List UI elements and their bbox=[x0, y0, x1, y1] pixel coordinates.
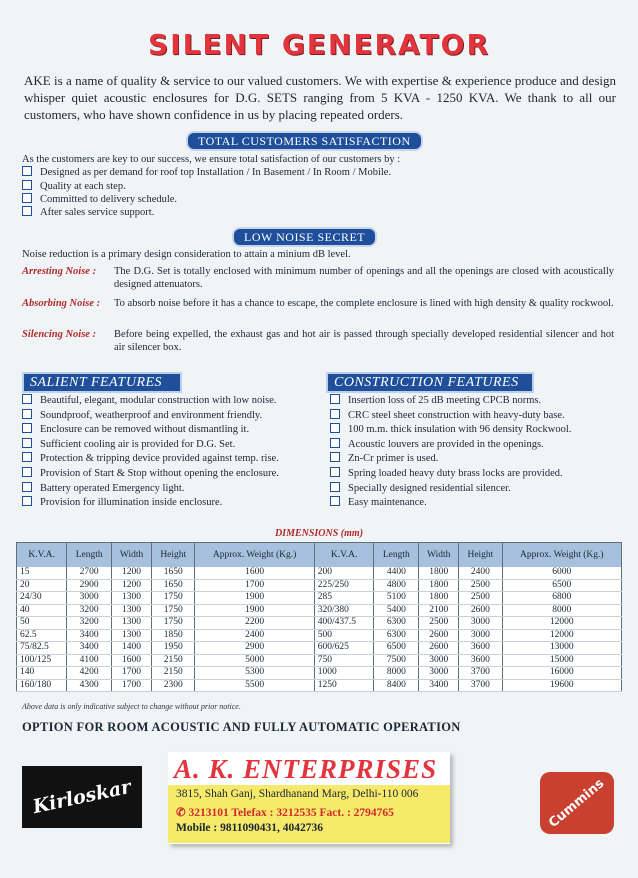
table-cell: 3700 bbox=[459, 679, 502, 692]
dimensions-table bbox=[16, 542, 622, 692]
table-row bbox=[17, 642, 622, 655]
header-length: Length bbox=[374, 543, 419, 568]
table-cell: 2600 bbox=[459, 604, 502, 617]
dimensions-title: DIMENSIONS (mm) bbox=[274, 528, 364, 539]
header-kva: K.V.A. bbox=[17, 543, 67, 568]
header-width: Width bbox=[112, 543, 152, 568]
table-cell: 1650 bbox=[152, 579, 195, 592]
table-cell: 3000 bbox=[419, 654, 459, 667]
table-cell: 2200 bbox=[195, 617, 314, 630]
table-cell: 3000 bbox=[419, 667, 459, 680]
table-cell: 2100 bbox=[419, 604, 459, 617]
checkbox-icon bbox=[330, 482, 340, 492]
table-cell: 1200 bbox=[112, 567, 152, 579]
table-cell: 1300 bbox=[112, 629, 152, 642]
table-cell: 3400 bbox=[67, 629, 112, 642]
table-row bbox=[17, 629, 622, 642]
table-cell: 1700 bbox=[112, 667, 152, 680]
table-cell: 16000 bbox=[502, 667, 621, 680]
list-item: Specially designed residential silencer. bbox=[330, 482, 626, 497]
company-phone: ✆ 3213101 Telefax : 3212535 Fact. : 2794765 bbox=[176, 807, 394, 819]
table-cell: 12000 bbox=[502, 629, 621, 642]
table-cell: 24/30 bbox=[17, 592, 67, 605]
table-cell: 1800 bbox=[419, 567, 459, 579]
checkbox-icon bbox=[22, 166, 32, 176]
list-item: Zn-Cr primer is used. bbox=[330, 452, 626, 467]
table-cell: 3000 bbox=[459, 629, 502, 642]
checkbox-icon bbox=[330, 438, 340, 448]
list-item: 100 m.m. thick insulation with 96 density Rockwool. bbox=[330, 423, 626, 438]
company-address: 3815, Shah Ganj, Shardhanand Marg, Delhi-110 006 bbox=[176, 788, 419, 800]
table-cell: 750 bbox=[314, 654, 374, 667]
company-card bbox=[168, 752, 450, 844]
table-cell: 75/82.5 bbox=[17, 642, 67, 655]
table-cell: 1300 bbox=[112, 592, 152, 605]
satisfaction-lead: As the customers are key to our success, we ensure total satisfaction of our customers by : bbox=[22, 154, 401, 165]
table-cell: 2600 bbox=[419, 642, 459, 655]
table-cell: 3600 bbox=[459, 654, 502, 667]
kirloskar-logo: Kirloskar bbox=[22, 766, 142, 828]
company-mobile: Mobile : 9811090431, 4042736 bbox=[176, 822, 323, 834]
table-cell: 1950 bbox=[152, 642, 195, 655]
table-cell: 400/437.5 bbox=[314, 617, 374, 630]
table-cell: 3200 bbox=[67, 617, 112, 630]
table-cell: 1750 bbox=[152, 617, 195, 630]
table-cell: 3700 bbox=[459, 667, 502, 680]
checkbox-icon bbox=[22, 206, 32, 216]
table-cell: 4800 bbox=[374, 579, 419, 592]
list-item: Protection & tripping device provided against temp. rise. bbox=[22, 452, 322, 467]
checkbox-icon bbox=[22, 467, 32, 477]
list-item: Beautiful, elegant, modular construction with low noise. bbox=[22, 394, 322, 409]
intro-paragraph: AKE is a name of quality & service to our valued customers. We with expertise & experience produce and design whisper quiet acoustic enclosures for D.G. SETS ranging from 5 KVA - 1250 KVA. We thank to all our customers, who have shown confidence in us by placing repeated orders. bbox=[24, 73, 616, 122]
table-cell: 1900 bbox=[195, 592, 314, 605]
salient-heading: SALIENT FEATURES bbox=[22, 372, 182, 393]
table-cell: 3400 bbox=[419, 679, 459, 692]
salient-list bbox=[22, 394, 322, 511]
table-cell: 100/125 bbox=[17, 654, 67, 667]
list-item: Committed to delivery schedule. bbox=[22, 193, 622, 206]
table-row bbox=[17, 667, 622, 680]
table-body bbox=[17, 567, 622, 692]
checkbox-icon bbox=[22, 496, 32, 506]
table-row bbox=[17, 604, 622, 617]
table-cell: 40 bbox=[17, 604, 67, 617]
table-header-row bbox=[17, 543, 622, 568]
checkbox-icon bbox=[22, 423, 32, 433]
noise-heading: LOW NOISE SECRET bbox=[232, 227, 377, 247]
checkbox-icon bbox=[330, 423, 340, 433]
table-cell: 1700 bbox=[195, 579, 314, 592]
checkbox-icon bbox=[330, 394, 340, 404]
list-item: Easy maintenance. bbox=[330, 496, 626, 511]
list-item: Insertion loss of 25 dB meeting CPCB norms. bbox=[330, 394, 626, 409]
table-cell: 8400 bbox=[374, 679, 419, 692]
table-cell: 5400 bbox=[374, 604, 419, 617]
table-cell: 225/250 bbox=[314, 579, 374, 592]
checkbox-icon bbox=[330, 452, 340, 462]
table-cell: 2300 bbox=[152, 679, 195, 692]
checkbox-icon bbox=[330, 467, 340, 477]
company-name: A. K. ENTERPRISES bbox=[174, 754, 438, 784]
table-cell: 2600 bbox=[419, 629, 459, 642]
page-title: SILENT GENERATOR bbox=[147, 28, 491, 61]
table-cell: 1600 bbox=[112, 654, 152, 667]
table-cell: 1800 bbox=[419, 579, 459, 592]
checkbox-icon bbox=[22, 438, 32, 448]
table-cell: 2150 bbox=[152, 654, 195, 667]
table-cell: 3000 bbox=[67, 592, 112, 605]
table-cell: 20 bbox=[17, 579, 67, 592]
table-cell: 2900 bbox=[67, 579, 112, 592]
table-cell: 1800 bbox=[419, 592, 459, 605]
table-cell: 2400 bbox=[459, 567, 502, 579]
table-cell: 1200 bbox=[112, 579, 152, 592]
header-weight: Approx. Weight (Kg.) bbox=[195, 543, 314, 568]
table-cell: 2500 bbox=[459, 579, 502, 592]
table-cell: 2500 bbox=[419, 617, 459, 630]
table-cell: 5500 bbox=[195, 679, 314, 692]
table-cell: 3400 bbox=[67, 642, 112, 655]
table-cell: 15 bbox=[17, 567, 67, 579]
disclaimer-note: Above data is only indicative subject to change without prior notice. bbox=[22, 702, 241, 711]
table-cell: 285 bbox=[314, 592, 374, 605]
table-cell: 12000 bbox=[502, 617, 621, 630]
table-row bbox=[17, 654, 622, 667]
table-cell: 320/380 bbox=[314, 604, 374, 617]
checkbox-icon bbox=[22, 193, 32, 203]
checkbox-icon bbox=[22, 409, 32, 419]
header-weight: Approx. Weight (Kg.) bbox=[502, 543, 621, 568]
checkbox-icon bbox=[22, 394, 32, 404]
table-cell: 19600 bbox=[502, 679, 621, 692]
table-cell: 3000 bbox=[459, 617, 502, 630]
table-cell: 3200 bbox=[67, 604, 112, 617]
table-cell: 1600 bbox=[195, 567, 314, 579]
list-item: Spring loaded heavy duty brass locks are provided. bbox=[330, 467, 626, 482]
list-item: Designed as per demand for roof top Installation / In Basement / In Room / Mobile. bbox=[22, 166, 622, 179]
table-row bbox=[17, 567, 622, 579]
list-item: Provision of Start & Stop without opening the enclosure. bbox=[22, 467, 322, 482]
construction-list bbox=[330, 394, 626, 511]
noise-item-silencing: Silencing Noise : Before being expelled, the exhaust gas and hot air is passed through specially developed residential silencer and hot air silencer box. bbox=[22, 329, 614, 353]
checkbox-icon bbox=[330, 409, 340, 419]
list-item: Provision for illumination inside enclosure. bbox=[22, 496, 322, 511]
table-cell: 4300 bbox=[67, 679, 112, 692]
table-cell: 13000 bbox=[502, 642, 621, 655]
list-item: After sales service support. bbox=[22, 206, 622, 219]
table-cell: 6500 bbox=[374, 642, 419, 655]
noise-item-arresting: Arresting Noise : The D.G. Set is totally enclosed with minimum number of openings and all the openings are closed with acoustically designed attenuators. bbox=[22, 266, 614, 290]
table-row bbox=[17, 679, 622, 692]
table-cell: 3600 bbox=[459, 642, 502, 655]
table-cell: 4400 bbox=[374, 567, 419, 579]
list-item: Soundproof, weatherproof and environment friendly. bbox=[22, 409, 322, 424]
header-height: Height bbox=[459, 543, 502, 568]
checkbox-icon bbox=[22, 180, 32, 190]
cummins-logo: Cummins bbox=[540, 772, 614, 834]
table-cell: 6300 bbox=[374, 617, 419, 630]
table-cell: 200 bbox=[314, 567, 374, 579]
table-row bbox=[17, 617, 622, 630]
table-cell: 2150 bbox=[152, 667, 195, 680]
table-cell: 2700 bbox=[67, 567, 112, 579]
noise-lead: Noise reduction is a primary design consideration to attain a minium dB level. bbox=[22, 249, 351, 260]
header-length: Length bbox=[67, 543, 112, 568]
table-cell: 50 bbox=[17, 617, 67, 630]
option-banner: OPTION FOR ROOM ACOUSTIC AND FULLY AUTOMATIC OPERATION bbox=[22, 720, 461, 734]
table-cell: 1700 bbox=[112, 679, 152, 692]
table-row bbox=[17, 592, 622, 605]
list-item: Enclosure can be removed without dismantling it. bbox=[22, 423, 322, 438]
table-row bbox=[17, 579, 622, 592]
table-cell: 160/180 bbox=[17, 679, 67, 692]
table-cell: 1300 bbox=[112, 604, 152, 617]
table-cell: 1300 bbox=[112, 617, 152, 630]
table-cell: 62.5 bbox=[17, 629, 67, 642]
table-cell: 1000 bbox=[314, 667, 374, 680]
table-cell: 2400 bbox=[195, 629, 314, 642]
satisfaction-section bbox=[22, 153, 622, 219]
table-cell: 1750 bbox=[152, 592, 195, 605]
list-item: Sufficient cooling air is provided for D.G. Set. bbox=[22, 438, 322, 453]
checkbox-icon bbox=[22, 482, 32, 492]
table-cell: 4200 bbox=[67, 667, 112, 680]
table-cell: 1750 bbox=[152, 604, 195, 617]
table-cell: 140 bbox=[17, 667, 67, 680]
checkbox-icon bbox=[22, 452, 32, 462]
table-cell: 8000 bbox=[502, 604, 621, 617]
list-item: Battery operated Emergency light. bbox=[22, 482, 322, 497]
list-item: Quality at each step. bbox=[22, 180, 622, 193]
table-cell: 500 bbox=[314, 629, 374, 642]
satisfaction-heading: TOTAL CUSTOMERS SATISFACTION bbox=[186, 131, 423, 151]
table-cell: 6300 bbox=[374, 629, 419, 642]
table-cell: 15000 bbox=[502, 654, 621, 667]
checkbox-icon bbox=[330, 496, 340, 506]
table-cell: 6800 bbox=[502, 592, 621, 605]
table-cell: 5100 bbox=[374, 592, 419, 605]
table-cell: 1250 bbox=[314, 679, 374, 692]
noise-item-absorbing: Absorbing Noise : To absorb noise before it has a chance to escape, the complete enclosure is lined with high density & quality rockwool. bbox=[22, 298, 614, 309]
list-item: Acoustic louvers are provided in the openings. bbox=[330, 438, 626, 453]
table-cell: 8000 bbox=[374, 667, 419, 680]
table-cell: 2500 bbox=[459, 592, 502, 605]
list-item: CRC steel sheet construction with heavy-duty base. bbox=[330, 409, 626, 424]
table-cell: 6000 bbox=[502, 567, 621, 579]
header-kva: K.V.A. bbox=[314, 543, 374, 568]
header-height: Height bbox=[152, 543, 195, 568]
table-cell: 600/625 bbox=[314, 642, 374, 655]
table-cell: 1650 bbox=[152, 567, 195, 579]
table-cell: 2900 bbox=[195, 642, 314, 655]
construction-heading: CONSTRUCTION FEATURES bbox=[326, 372, 534, 393]
table-cell: 7500 bbox=[374, 654, 419, 667]
table-cell: 5300 bbox=[195, 667, 314, 680]
table-cell: 1900 bbox=[195, 604, 314, 617]
table-cell: 4100 bbox=[67, 654, 112, 667]
table-cell: 5000 bbox=[195, 654, 314, 667]
table-cell: 1850 bbox=[152, 629, 195, 642]
table-cell: 6500 bbox=[502, 579, 621, 592]
header-width: Width bbox=[419, 543, 459, 568]
table-cell: 1400 bbox=[112, 642, 152, 655]
